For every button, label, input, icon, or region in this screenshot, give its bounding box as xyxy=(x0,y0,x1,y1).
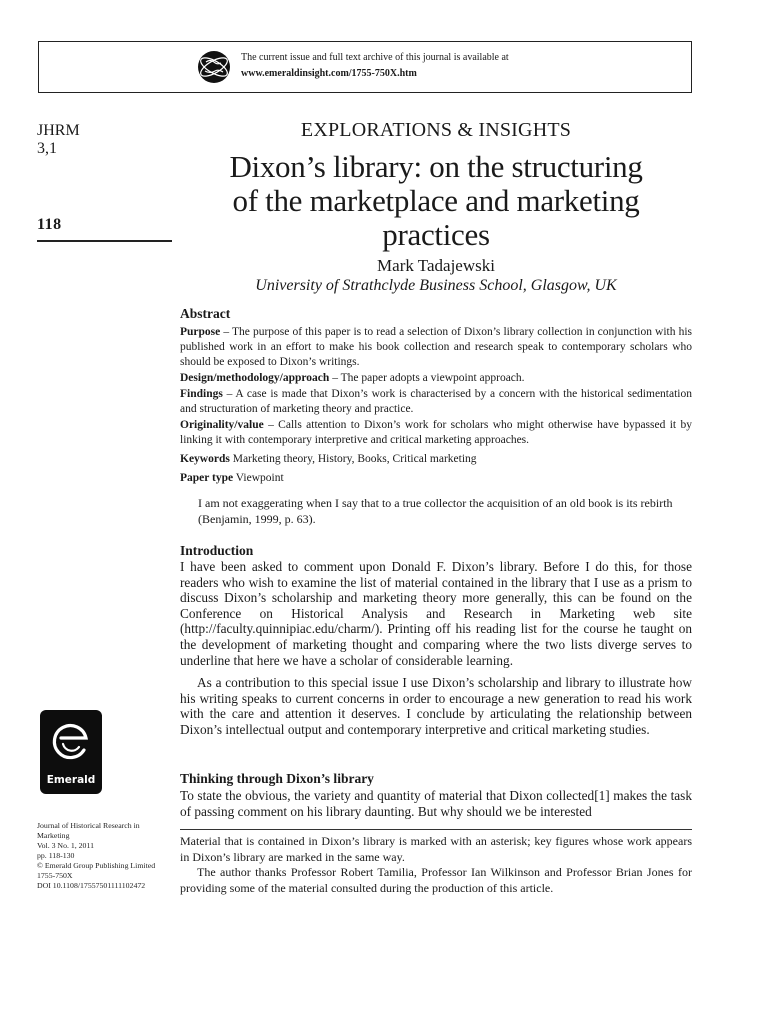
purpose-label: Purpose xyxy=(180,326,221,338)
papertype-label: Paper type xyxy=(180,472,234,484)
introduction-paragraph: As a contribution to this special issue I use Dixon’s scholarship and library to illustrate how his writing speaks to current concerns in order to encourage a new generation to read his work with the care and attention it deserves. I conclude by articulating the relationship between Dixon’s intellectual output and contemporary interpretive and critical marketing studies. xyxy=(180,675,692,737)
citation-line: Journal of Historical Research in xyxy=(37,821,140,830)
abstract-originality xyxy=(180,418,692,448)
journal-abbrev: JHRM xyxy=(37,122,80,139)
thinking-heading: Thinking through Dixon’s library xyxy=(180,771,374,786)
citation-line: 1755-750X xyxy=(37,871,73,880)
abstract-findings xyxy=(180,387,692,417)
journal-banner xyxy=(38,41,692,93)
banner-availability-text: The current issue and full text archive of this journal is available at xyxy=(241,52,509,63)
findings-label: Findings xyxy=(180,388,223,400)
originality-text: – Calls attention to Dixon’s work for scholars who might otherwise have bypassed it by linking it with contemporary interpretive and critical marketing approaches. xyxy=(180,419,692,446)
footnote-acknowledgement: The author thanks Professor Robert Tamilia, Professor Ian Wilkinson and Professor Brian Jones for providing some of the material consulted during the production of this article. xyxy=(180,865,692,895)
journal-citation xyxy=(37,821,172,891)
article-title xyxy=(180,150,692,252)
citation-line: Vol. 3 No. 1, 2011 xyxy=(37,841,94,850)
citation-line: DOI 10.1108/17557501111102472 xyxy=(37,881,146,890)
journal-volume-issue: 3,1 xyxy=(37,140,57,157)
originality-label: Originality/value xyxy=(180,419,264,431)
page-number-rule xyxy=(37,240,172,242)
abstract-keywords xyxy=(180,452,692,467)
papertype-text: Viewpoint xyxy=(233,472,284,484)
citation-line: Marketing xyxy=(37,831,70,840)
footnote-rule xyxy=(180,829,692,830)
title-line: of the marketplace and marketing xyxy=(232,183,640,218)
introduction-paragraph: I have been asked to comment upon Donald F. Dixon’s library. Before I do this, for those readers who wish to examine the list of material contained in the library that I use as a prism to discuss Dixon’s scholarship and marketing theory more generally, this can be found on the Conference on Historical Analysis and Research in Marketing web site (http://faculty.quinnipiac.edu/charm/). Printing off his reading list for the course he taught on the development of marketing thought and comparing where the two lists diverge serves to underline that here we have a scholar of considerable learning. xyxy=(180,559,692,668)
epigraph-quote: I am not exaggerating when I say that to a true collector the acquisition of an old book is its rebirth (Benjamin, 1999, p. 63). xyxy=(198,496,673,526)
globe-icon xyxy=(197,50,231,84)
banner-url-link[interactable]: www.emeraldinsight.com/1755-750X.htm xyxy=(241,68,417,79)
introduction-heading: Introduction xyxy=(180,543,254,558)
abstract-paper-type xyxy=(180,471,692,486)
purpose-text: – The purpose of this paper is to read a selection of Dixon’s library collection in conjunction with his published work in an effort to make his book collection and research speak to contemporary scholars who should be exposed to Dixon’s writings. xyxy=(180,326,692,368)
abstract-heading: Abstract xyxy=(180,306,231,321)
design-label: Design/methodology/approach xyxy=(180,372,330,384)
findings-text: – A case is made that Dixon’s work is characterised by a concern with the historical sedimentation and structuration of marketing theory and practice. xyxy=(180,388,692,415)
keywords-text: Marketing theory, History, Books, Critical marketing xyxy=(229,453,477,465)
author-name: Mark Tadajewski xyxy=(377,256,495,275)
emerald-logo xyxy=(40,710,102,794)
thinking-paragraph: To state the obvious, the variety and quantity of material that Dixon collected[1] makes the task of passing comment on his library daunting. But why should we be interested xyxy=(180,788,692,819)
abstract-design xyxy=(180,371,692,386)
footnote-asterisk: Material that is contained in Dixon’s library is marked with an asterisk; key figures whose work appears in Dixon’s library are marked in the same way. xyxy=(180,834,692,864)
section-heading: EXPLORATIONS & INSIGHTS xyxy=(300,119,572,141)
title-line: practices xyxy=(382,217,490,252)
page-number: 118 xyxy=(37,216,62,233)
journal-code xyxy=(37,122,80,158)
citation-line: © Emerald Group Publishing Limited xyxy=(37,861,156,870)
emerald-e-icon xyxy=(51,720,91,764)
keywords-label: Keywords xyxy=(180,453,230,465)
author-affiliation: University of Strathclyde Business School, Glasgow, UK xyxy=(255,277,617,294)
abstract-purpose xyxy=(180,325,692,370)
emerald-wordmark: Emerald xyxy=(46,774,96,786)
design-text: – The paper adopts a viewpoint approach. xyxy=(329,372,525,384)
title-line: Dixon’s library: on the structuring xyxy=(229,149,643,184)
citation-line: pp. 118-130 xyxy=(37,851,75,860)
